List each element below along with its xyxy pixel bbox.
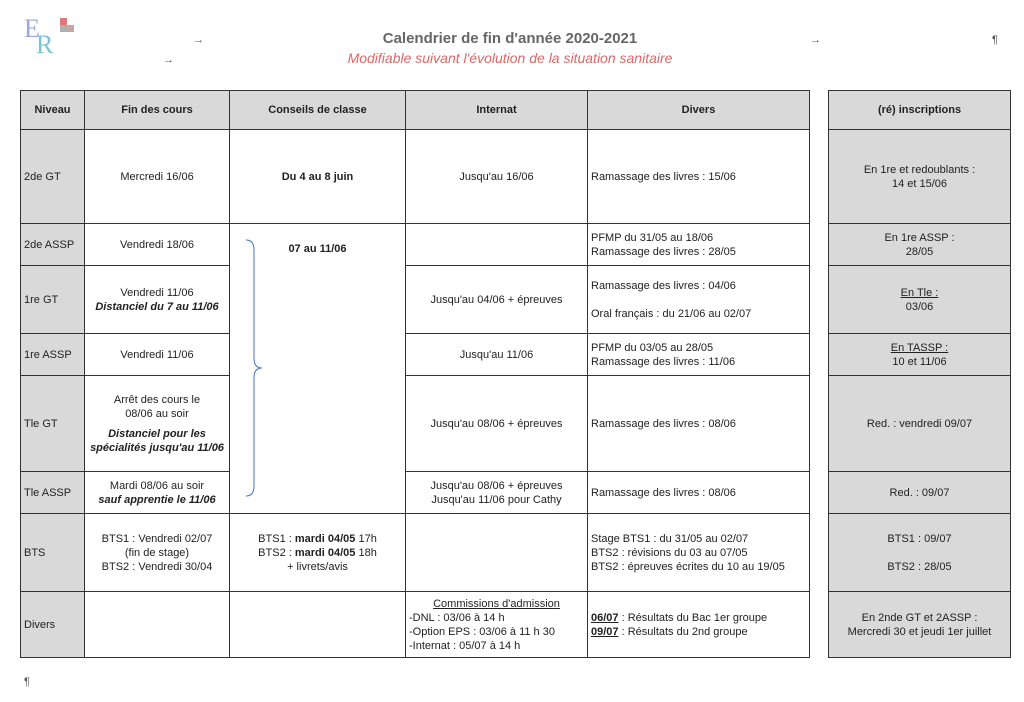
niveau-cell: BTS (21, 514, 85, 592)
internat-cell: Jusqu'au 16/06 (406, 130, 588, 224)
conseil-cell (230, 592, 406, 658)
niveau-cell: 1re GT (21, 266, 85, 334)
fin-cours-cell: Mardi 08/06 au soir sauf apprentie le 11/06 (85, 472, 230, 514)
fin-cours-cell: Vendredi 11/06 Distanciel du 7 au 11/06 (85, 266, 230, 334)
inscription-cell: En 1re et redoublants : 14 et 15/06 (829, 130, 1011, 224)
divers-cell: PFMP du 03/05 au 28/05 Ramassage des livres : 11/06 (588, 334, 810, 376)
table-row (21, 376, 1011, 472)
header-internat: Internat (406, 91, 588, 130)
internat-cell (406, 224, 588, 266)
divers-cell: PFMP du 31/05 au 18/06 Ramassage des livres : 28/05 (588, 224, 810, 266)
school-logo: E R (22, 14, 82, 58)
table-row (21, 514, 1011, 592)
table-row (21, 224, 1011, 266)
inscription-cell: BTS1 : 09/07 BTS2 : 28/05 (829, 514, 1011, 592)
calendar-table (20, 90, 1011, 658)
niveau-cell: Tle ASSP (21, 472, 85, 514)
header-fin-cours: Fin des cours (85, 91, 230, 130)
header-divers: Divers (588, 91, 810, 130)
inscription-cell: Red. : 09/07 (829, 472, 1011, 514)
divers-cell: Ramassage des livres : 08/06 (588, 376, 810, 472)
conseil-cell: Du 4 au 8 juin (230, 130, 406, 224)
header-niveau: Niveau (21, 91, 85, 130)
table-row (21, 472, 1011, 514)
divers-cell: Stage BTS1 : du 31/05 au 02/07 BTS2 : révisions du 03 au 07/05 BTS2 : épreuves écrites du 10 au 19/05 (588, 514, 810, 592)
tab-mark: → (163, 54, 174, 66)
document-subtitle: Modifiable suivant l'évolution de la situation sanitaire (347, 50, 673, 66)
internat-cell (406, 514, 588, 592)
tab-mark: → (810, 34, 821, 46)
internat-cell: Jusqu'au 08/06 + épreuves Jusqu'au 11/06 pour Cathy (406, 472, 588, 514)
inscription-cell: En 2nde GT et 2ASSP : Mercredi 30 et jeudi 1er juillet (829, 592, 1011, 658)
tab-mark: → (193, 34, 204, 46)
internat-cell: Jusqu'au 08/06 + épreuves (406, 376, 588, 472)
header-inscriptions: (ré) inscriptions (829, 91, 1011, 130)
conseil-cell: BTS1 : mardi 04/05 17h BTS2 : mardi 04/05 18h + livrets/avis (230, 514, 406, 592)
right-brace-shape (244, 238, 264, 498)
conseil-group-cell: 07 au 11/06 (230, 224, 406, 514)
internat-cell: Jusqu'au 11/06 (406, 334, 588, 376)
fin-cours-cell: Vendredi 18/06 (85, 224, 230, 266)
table-row (21, 592, 1011, 658)
paragraph-mark: ¶ (992, 34, 998, 46)
fin-cours-cell: Mercredi 16/06 (85, 130, 230, 224)
fin-cours-cell: BTS1 : Vendredi 02/07 (fin de stage) BTS2 : Vendredi 30/04 (85, 514, 230, 592)
divers-cell: Ramassage des livres : 04/06 Oral français : du 21/06 au 02/07 (588, 266, 810, 334)
internat-cell: Commissions d'admission -DNL : 03/06 à 14 h -Option EPS : 03/06 à 11 h 30 -Internat : 05/07 à 14 h (406, 592, 588, 658)
divers-cell: Ramassage des livres : 08/06 (588, 472, 810, 514)
divers-cell: Ramassage des livres : 15/06 (588, 130, 810, 224)
table-header-row (21, 91, 1011, 130)
internat-cell: Jusqu'au 04/06 + épreuves (406, 266, 588, 334)
fin-cours-cell: Vendredi 11/06 (85, 334, 230, 376)
niveau-cell: 1re ASSP (21, 334, 85, 376)
inscription-cell: En 1re ASSP : 28/05 (829, 224, 1011, 266)
inscription-cell: Red. : vendredi 09/07 (829, 376, 1011, 472)
niveau-cell: 2de GT (21, 130, 85, 224)
divers-cell: 06/07 : Résultats du Bac 1er groupe 09/07 : Résultats du 2nd groupe (588, 592, 810, 658)
niveau-cell: 2de ASSP (21, 224, 85, 266)
table-row (21, 266, 1011, 334)
niveau-cell: Tle GT (21, 376, 85, 472)
inscription-cell: En Tle : 03/06 (829, 266, 1011, 334)
niveau-cell: Divers (21, 592, 85, 658)
document-title: Calendrier de fin d'année 2020-2021 (382, 30, 638, 47)
header-conseils: Conseils de classe (230, 91, 406, 130)
fin-cours-cell: Arrêt des cours le 08/06 au soir Distanciel pour les spécialités jusqu'au 11/06 (85, 376, 230, 472)
fin-cours-cell (85, 592, 230, 658)
paragraph-mark: ¶ (24, 676, 30, 688)
table-row (21, 130, 1011, 224)
inscription-cell: En TASSP : 10 et 11/06 (829, 334, 1011, 376)
table-row (21, 334, 1011, 376)
